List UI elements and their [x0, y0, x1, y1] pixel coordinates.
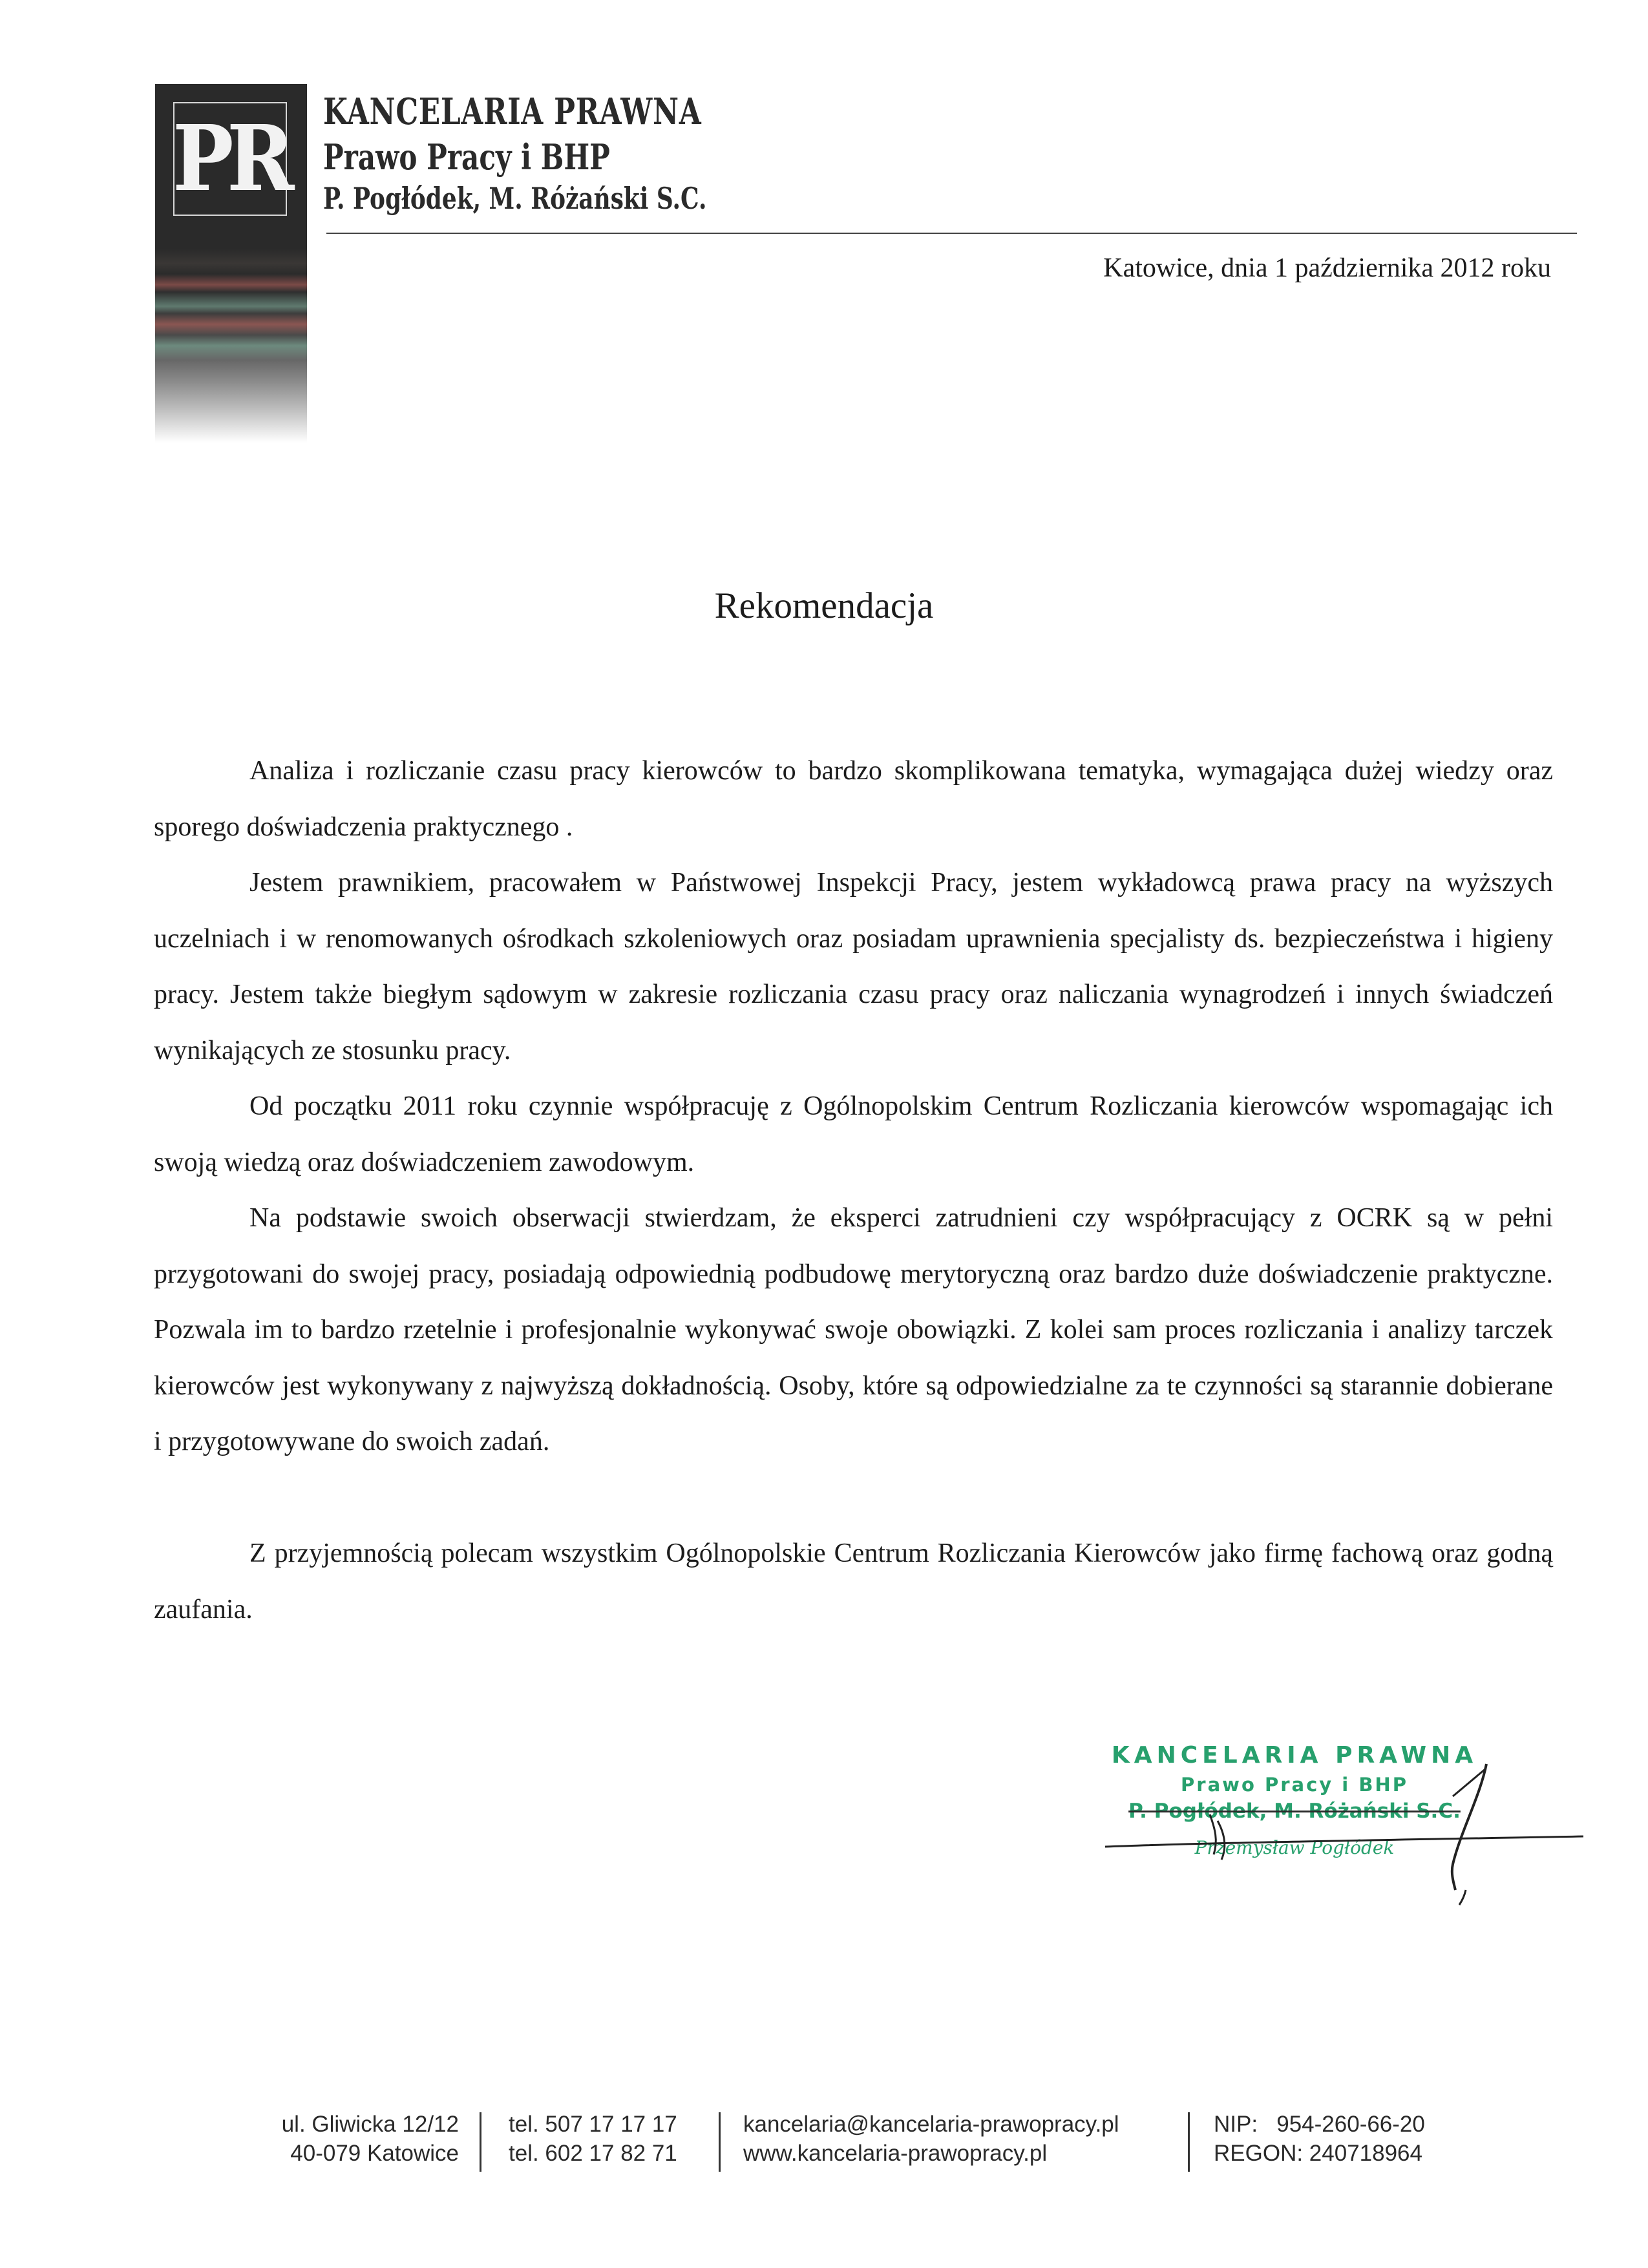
footer-registry — [1214, 2110, 1425, 2168]
website-link[interactable]: www.kancelaria-prawopracy.pl — [743, 2141, 1048, 2166]
company-line-1: KANCELARIA PRAWNA — [323, 90, 702, 133]
footer-contact — [743, 2110, 1119, 2168]
phone-2: tel. 602 17 82 71 — [509, 2141, 677, 2166]
footer-phones — [509, 2110, 677, 2168]
stamp-name: Przemysław Pogłódek — [1194, 1837, 1395, 1858]
company-logo — [173, 102, 287, 216]
document-title: Rekomendacja — [714, 585, 934, 626]
paragraph-5: Z przyjemnością polecam wszystkim Ogólnopolskie Centrum Rozliczania Kierowców jako firmę fachową oraz godną zaufania. — [154, 1538, 1553, 1624]
stamp-line-3: P. Pogłódek, M. Różański S.C. — [1128, 1800, 1461, 1823]
phone-1: tel. 507 17 17 17 — [509, 2112, 677, 2137]
email-link[interactable]: kancelaria@kancelaria-prawopracy.pl — [743, 2112, 1119, 2137]
regon-number: REGON: 240718964 — [1214, 2141, 1422, 2166]
paragraph-1: Analiza i rozliczanie czasu pracy kierowców to bardzo skomplikowana tematyka, wymagająca dużej wiedzy oraz sporego doświadczenia praktycznego . — [154, 756, 1553, 842]
footer-address — [282, 2110, 459, 2168]
nip-number: NIP: 954-260-66-20 — [1214, 2112, 1425, 2137]
company-header — [323, 89, 726, 217]
paragraph-2: Jestem prawnikiem, pracowałem w Państwowej Inspekcji Pracy, jestem wykładowcą prawa pracy na wyższych uczelniach i w renomowanych ośrodkach szkoleniowych oraz posiadam uprawnienia specjalisty ds. bezpieczeństwa i higieny pracy. Jestem także biegłym sądowym w zakresie rozliczania czasu pracy oraz naliczania wynagrodzeń i innych świadczeń wynikających ze stosunku pracy. — [154, 868, 1553, 1066]
footer-divider — [719, 2112, 721, 2172]
footer-divider — [480, 2112, 481, 2172]
handwritten-signature — [1099, 1758, 1590, 1913]
date-line: Katowice, dnia 1 października 2012 roku — [1103, 253, 1551, 283]
address-line-1: ul. Gliwicka 12/12 — [281, 2112, 459, 2137]
header-divider — [326, 233, 1577, 234]
footer-divider — [1188, 2112, 1190, 2172]
stamp-line-2: Prawo Pracy i BHP — [1181, 1774, 1408, 1796]
logo-monogram: PR — [173, 106, 288, 212]
company-line-3: P. Pogłódek, M. Różański S.C. — [323, 181, 707, 216]
address-line-2: 40-079 Katowice — [290, 2141, 459, 2166]
letter-body — [154, 743, 1553, 1637]
paragraph-4: Na podstawie swoich obserwacji stwierdzam, że eksperci zatrudnieni czy współpracujący z OCRK są w pełni przygotowani do swojej pracy, posiadają odpowiednią podbudowę merytoryczną oraz bardzo duże doświadczenie praktyczne. Pozwala im to bardzo rzetelnie i profesjonalnie wykonywać swoje obowiązki. Z kolei sam proces rozliczania i analizy tarczek kierowców jest wykonywany z najwyższą dokładnością. Osoby, które są odpowiedzialne za te czynności są starannie dobierane i przygotowywane do swoich zadań. — [154, 1203, 1553, 1456]
paragraph-3: Od początku 2011 roku czynnie współpracuję z Ogólnopolskim Centrum Rozliczania kierowców wspomagając ich swoją wiedzą oraz doświadczeniem zawodowym. — [154, 1091, 1553, 1177]
stamp-line-1: KANCELARIA PRAWNA — [1111, 1742, 1478, 1769]
company-line-2: Prawo Pracy i BHP — [323, 136, 610, 178]
